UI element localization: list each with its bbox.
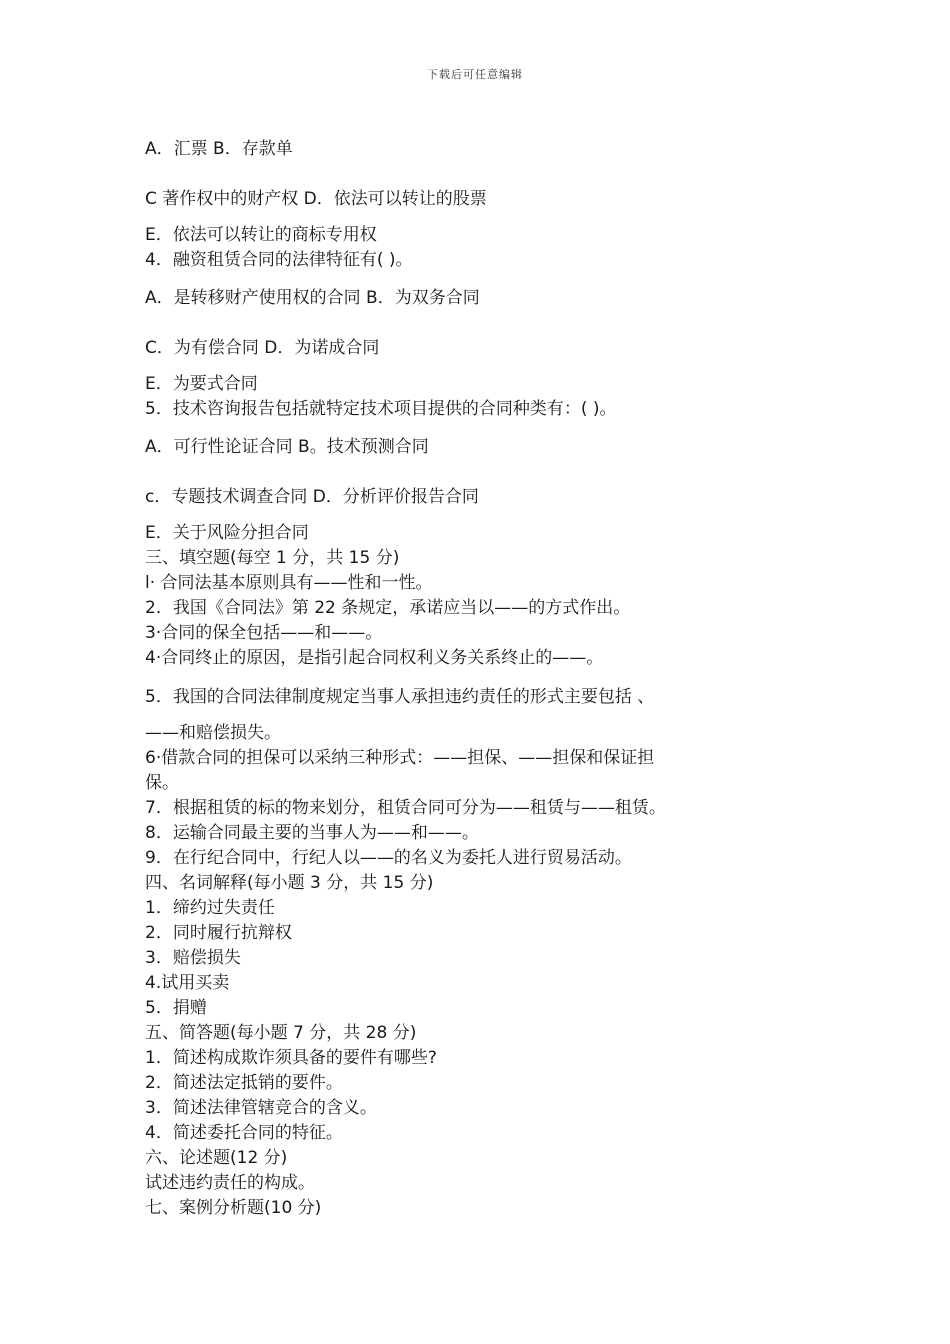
option-line: A．汇票 B．存款单 (145, 139, 293, 159)
section-heading: 五、简答题(每小题 7 分，共 28 分) (145, 1023, 417, 1043)
question-line: 6·借款合同的担保可以采纳三种形式：——担保、——担保和保证担 (145, 748, 655, 768)
question-line: 5．我国的合同法律制度规定当事人承担违约责任的形式主要包括 、 (145, 687, 655, 707)
question-line: 4．简述委托合同的特征。 (145, 1123, 343, 1143)
option-line: E．为要式合同 (145, 374, 258, 394)
section-heading: 四、名词解释(每小题 3 分，共 15 分) (145, 873, 434, 893)
option-line: A．可行性论证合同 B。技术预测合同 (145, 437, 429, 457)
section-heading: 六、论述题(12 分) (145, 1148, 288, 1168)
question-line: 8．运输合同最主要的当事人为——和——。 (145, 823, 479, 843)
question-line: 7．根据租赁的标的物来划分，租赁合同可分为——租赁与——租赁。 (145, 798, 666, 818)
question-line: 3．赔偿损失 (145, 948, 241, 968)
question-line: 1．缔约过失责任 (145, 898, 275, 918)
question-line: 4·合同终止的原因，是指引起合同权利义务关系终止的——。 (145, 648, 604, 668)
question-line: 5．技术咨询报告包括就特定技术项目提供的合同种类有：( )。 (145, 399, 617, 419)
question-line: 2．同时履行抗辩权 (145, 923, 292, 943)
option-line: E．依法可以转让的商标专用权 (145, 225, 377, 245)
option-line: A．是转移财产使用权的合同 B．为双务合同 (145, 288, 480, 308)
question-line: 2．简述法定抵销的要件。 (145, 1073, 343, 1093)
page-header: 下载后可任意编辑 (427, 68, 523, 81)
section-heading: 三、填空题(每空 1 分，共 15 分) (145, 548, 400, 568)
question-line: l· 合同法基本原则具有——性和一性。 (145, 573, 433, 593)
question-line: ——和赔偿损失。 (145, 723, 281, 743)
question-line: 9．在行纪合同中，行纪人以——的名义为委托人进行贸易活动。 (145, 848, 632, 868)
question-line: 4．融资租赁合同的法律特征有( )。 (145, 250, 413, 270)
section-heading: 七、案例分析题(10 分) (145, 1198, 322, 1218)
question-line: 3．简述法律管辖竞合的含义。 (145, 1098, 377, 1118)
option-line: C 著作权中的财产权 D．依法可以转让的股票 (145, 189, 487, 209)
option-line: E．关于风险分担合同 (145, 523, 309, 543)
question-line: 5．捐赠 (145, 998, 207, 1018)
question-line: 2．我国《合同法》第 22 条规定，承诺应当以——的方式作出。 (145, 598, 631, 618)
option-line: C．为有偿合同 D．为诺成合同 (145, 338, 380, 358)
question-line: 保。 (145, 773, 179, 793)
question-line: 试述违约责任的构成。 (145, 1173, 315, 1193)
option-line: c．专题技术调查合同 D．分析评价报告合同 (145, 487, 479, 507)
question-line: 1．简述构成欺诈须具备的要件有哪些? (145, 1048, 437, 1068)
question-line: 3·合同的保全包括——和——。 (145, 623, 383, 643)
question-line: 4.试用买卖 (145, 973, 230, 993)
